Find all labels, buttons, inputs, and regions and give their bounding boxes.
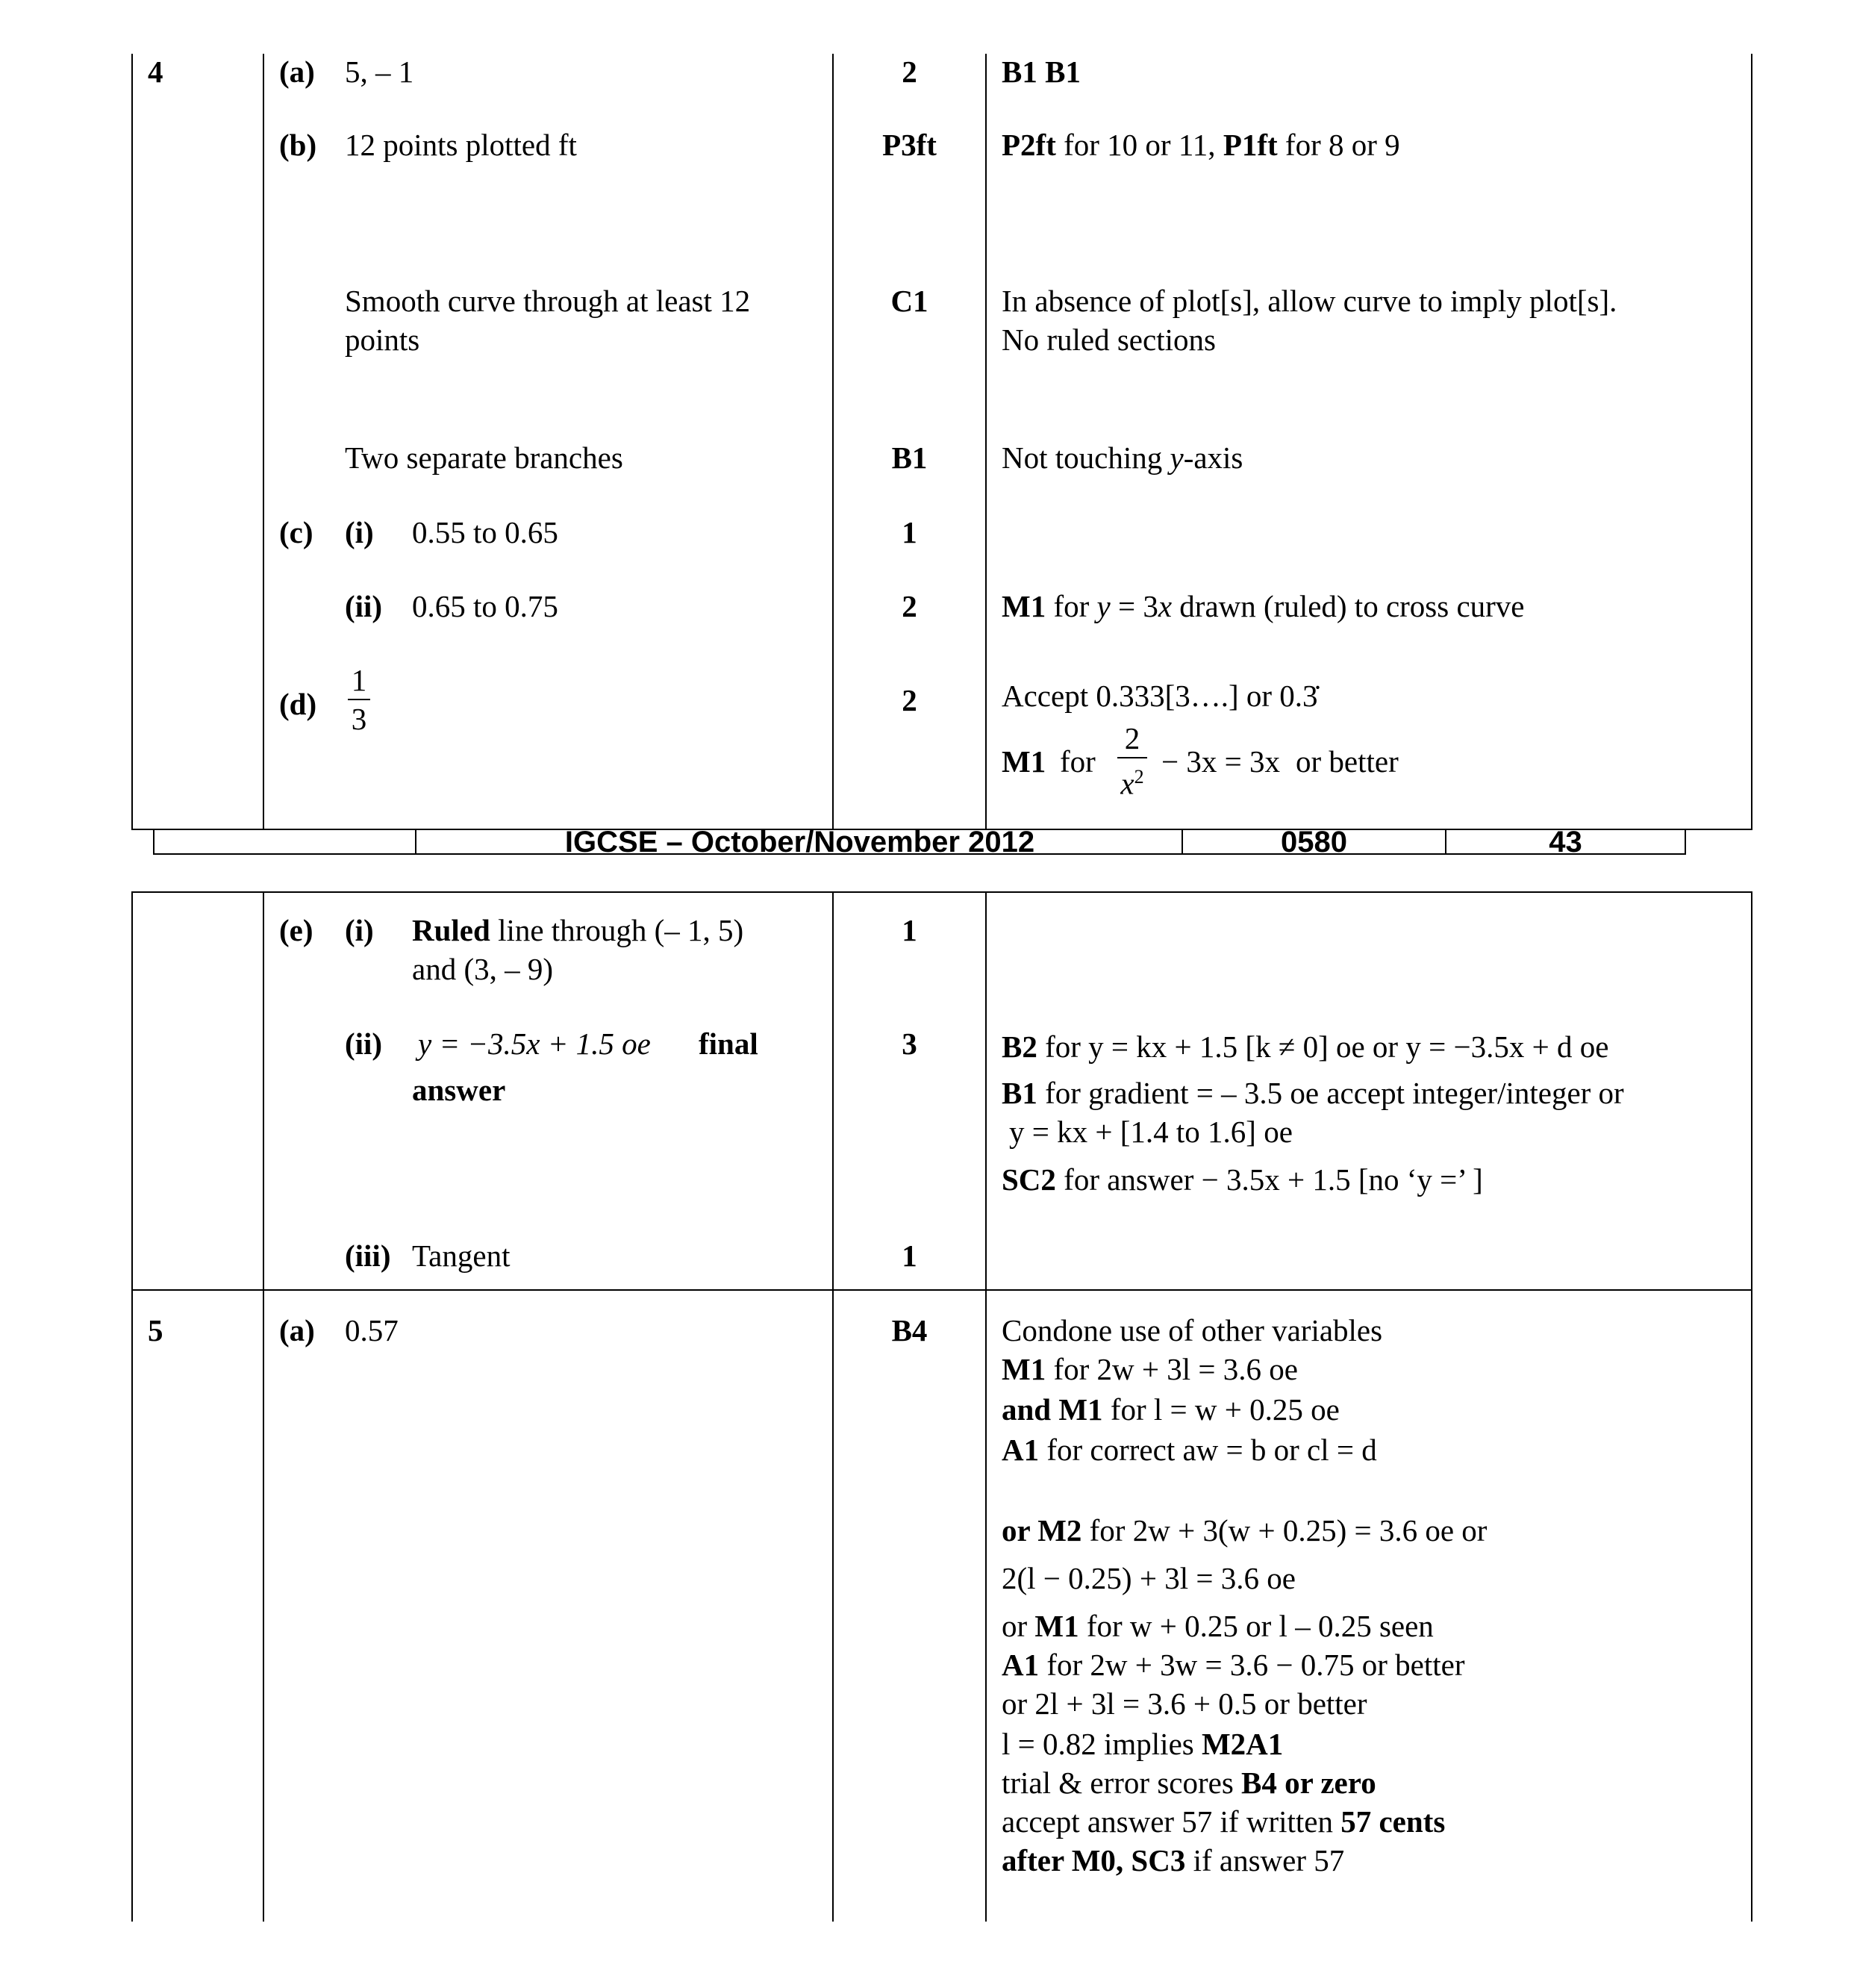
notes-text: No ruled sections [1002, 322, 1216, 357]
note-part: accept answer 57 if written [1002, 1804, 1341, 1839]
notes-line [1002, 1390, 1340, 1429]
note-part: for 10 or 11, [1055, 128, 1223, 162]
note-part: for correct aw = b or cl = d [1039, 1433, 1377, 1467]
paper-number: 43 [1549, 830, 1582, 853]
note-part: for 2w + 3l = 3.6 oe [1046, 1352, 1298, 1386]
answer-part: line through (– 1, 5) [490, 913, 744, 947]
note-part: 2(l − 0.25) + 3l = 3.6 oe [1002, 1561, 1296, 1595]
mark: B4 [891, 1313, 928, 1347]
mark-code: M1 [1002, 1352, 1046, 1386]
mark-code: after M0, SC3 [1002, 1843, 1186, 1878]
notes-text [1002, 587, 1525, 626]
answer-text: Smooth curve through at least 12 [345, 284, 751, 318]
note-part: for gradient = – 3.5 oe accept integer/integer or [1037, 1076, 1624, 1110]
note-part: for w + 0.25 or l – 0.25 seen [1079, 1609, 1434, 1643]
notes-line [1002, 1350, 1298, 1389]
fraction-numerator: 1 [351, 663, 367, 697]
note-part: for [1060, 744, 1096, 779]
note-part: for y = kx + 1.5 [k ≠ 0] oe or y = −3.5x + d oe [1037, 1029, 1609, 1064]
fraction-bar [1117, 757, 1147, 758]
note-part: or better [1296, 744, 1399, 779]
note-part: for [1046, 589, 1097, 623]
mark-code: A1 [1002, 1648, 1040, 1682]
note-part: drawn (ruled) to cross curve [1172, 589, 1525, 623]
part-label: (d) [279, 687, 317, 721]
notes-text: y = kx + [1.4 to 1.6] oe [1009, 1115, 1293, 1149]
exponent: 2 [1134, 766, 1144, 788]
mark: B1 [891, 440, 928, 475]
fraction-denominator [1120, 760, 1143, 801]
answer-text: y = −3.5x + 1.5 oe [418, 1026, 651, 1061]
notes-line [1002, 1430, 1377, 1469]
mark: 1 [902, 913, 917, 947]
mark: 2 [902, 589, 917, 623]
fraction-numerator: 2 [1124, 721, 1140, 755]
answer-text: 0.65 to 0.75 [412, 589, 558, 623]
mark-code: A1 [1002, 1433, 1040, 1467]
part-label: (c) [279, 515, 313, 549]
part-label: (a) [279, 54, 315, 89]
notes-text: B1 B1 [1002, 54, 1081, 89]
mark-code: or M2 [1002, 1513, 1082, 1548]
note-part: l = 0.82 implies [1002, 1727, 1202, 1761]
notes-text [1002, 438, 1243, 477]
answer-text: Two separate branches [345, 440, 623, 475]
fraction [348, 663, 370, 736]
notes-text [1002, 1074, 1624, 1112]
mark-code: P1ft [1223, 128, 1278, 162]
part-label: (b) [279, 128, 317, 162]
answer-text [412, 911, 743, 950]
mark-code: M1 [1034, 1609, 1079, 1643]
part-label: (e) [279, 913, 313, 947]
exam-title: IGCSE – October/November 2012 [564, 830, 1035, 853]
question-number: 4 [148, 54, 163, 89]
answer-note: answer [412, 1073, 506, 1107]
mark-code: B4 or zero [1241, 1766, 1376, 1800]
notes-line [1002, 1684, 1367, 1723]
mark: 1 [902, 515, 917, 549]
denominator-variable: x [1120, 766, 1134, 801]
fraction-denominator: 3 [351, 702, 367, 736]
mark-code: B2 [1002, 1029, 1037, 1064]
header-clip [154, 830, 1685, 853]
mark: 2 [902, 683, 917, 717]
notes-line [1002, 1607, 1434, 1645]
note-part: x [1158, 589, 1173, 623]
emphasis: Ruled [412, 913, 490, 947]
mark-code: P2ft [1002, 128, 1056, 162]
mark-code: M1 [1002, 589, 1046, 623]
notes-line [1002, 1724, 1283, 1763]
mark: C1 [890, 284, 928, 318]
note-part: for l = w + 0.25 oe [1102, 1392, 1340, 1427]
note-part: or [1002, 1609, 1035, 1643]
mark-code: SC2 [1002, 1162, 1056, 1197]
fraction-bar [348, 699, 370, 700]
answer-text: 0.55 to 0.65 [412, 515, 558, 549]
note-part: Not touching [1002, 440, 1170, 475]
fraction [1117, 721, 1147, 801]
note-part: for 8 or 9 [1277, 128, 1400, 162]
subpart-label: (i) [345, 515, 374, 549]
note-part: trial & error scores [1002, 1766, 1242, 1800]
syllabus-code: 0580 [1281, 830, 1347, 853]
mark-code: M2A1 [1201, 1727, 1284, 1761]
notes-line [1002, 1763, 1376, 1802]
note-part: y [1170, 440, 1184, 475]
answer-text: and (3, – 9) [412, 952, 554, 986]
mark: 1 [902, 1238, 917, 1273]
notes-line [1002, 1511, 1487, 1550]
notes-line [1002, 1559, 1296, 1598]
subpart-label: (ii) [345, 1026, 383, 1061]
notes-line [1002, 1802, 1445, 1841]
answer-text: points [345, 322, 420, 357]
note-part: = 3 [1110, 589, 1158, 623]
note-part: or 2l + 3l = 3.6 + 0.5 or better [1002, 1686, 1367, 1721]
notes-text [1002, 125, 1400, 164]
answer-text: 5, – 1 [345, 54, 414, 89]
mark-code: B1 [1002, 1076, 1037, 1110]
answer-note: final [699, 1026, 758, 1061]
mark: 2 [902, 54, 917, 89]
answer-text: 0.57 [345, 1313, 399, 1347]
notes-line [1002, 1841, 1344, 1880]
note-part: y [1096, 589, 1111, 623]
notes-line [1002, 1311, 1382, 1350]
note-part: for 2w + 3(w + 0.25) = 3.6 oe or [1081, 1513, 1488, 1548]
note-part: Condone use of other variables [1002, 1313, 1383, 1347]
notes-text: In absence of plot[s], allow curve to imply plot[s]. [1002, 284, 1617, 318]
part-label: (a) [279, 1313, 315, 1347]
subpart-label: (i) [345, 913, 374, 947]
notes-text [1002, 1160, 1483, 1199]
answer-text: 12 points plotted ft [345, 128, 577, 162]
notes-line [1002, 1645, 1465, 1684]
note-part: -axis [1183, 440, 1243, 475]
subpart-label: (iii) [345, 1238, 391, 1273]
answer-text: Tangent [412, 1238, 511, 1273]
subpart-label: (ii) [345, 589, 383, 623]
mark-code: 57 cents [1340, 1804, 1446, 1839]
note-part: for 2w + 3w = 3.6 − 0.75 or better [1039, 1648, 1465, 1682]
mark: 3 [902, 1026, 917, 1061]
note-part: − 3x = 3x [1161, 744, 1280, 779]
question-number: 5 [148, 1313, 163, 1347]
note-part: for answer − 3.5x + 1.5 [no ‘y =’ ] [1055, 1162, 1483, 1197]
mark: P3ft [882, 128, 937, 162]
mark-code: M1 [1002, 744, 1046, 779]
mark-code: and M1 [1002, 1392, 1103, 1427]
note-part: if answer 57 [1185, 1843, 1345, 1878]
notes-text [1002, 1027, 1608, 1066]
notes-text: Accept 0.333[3….] or 0.3̇ [1002, 679, 1318, 713]
